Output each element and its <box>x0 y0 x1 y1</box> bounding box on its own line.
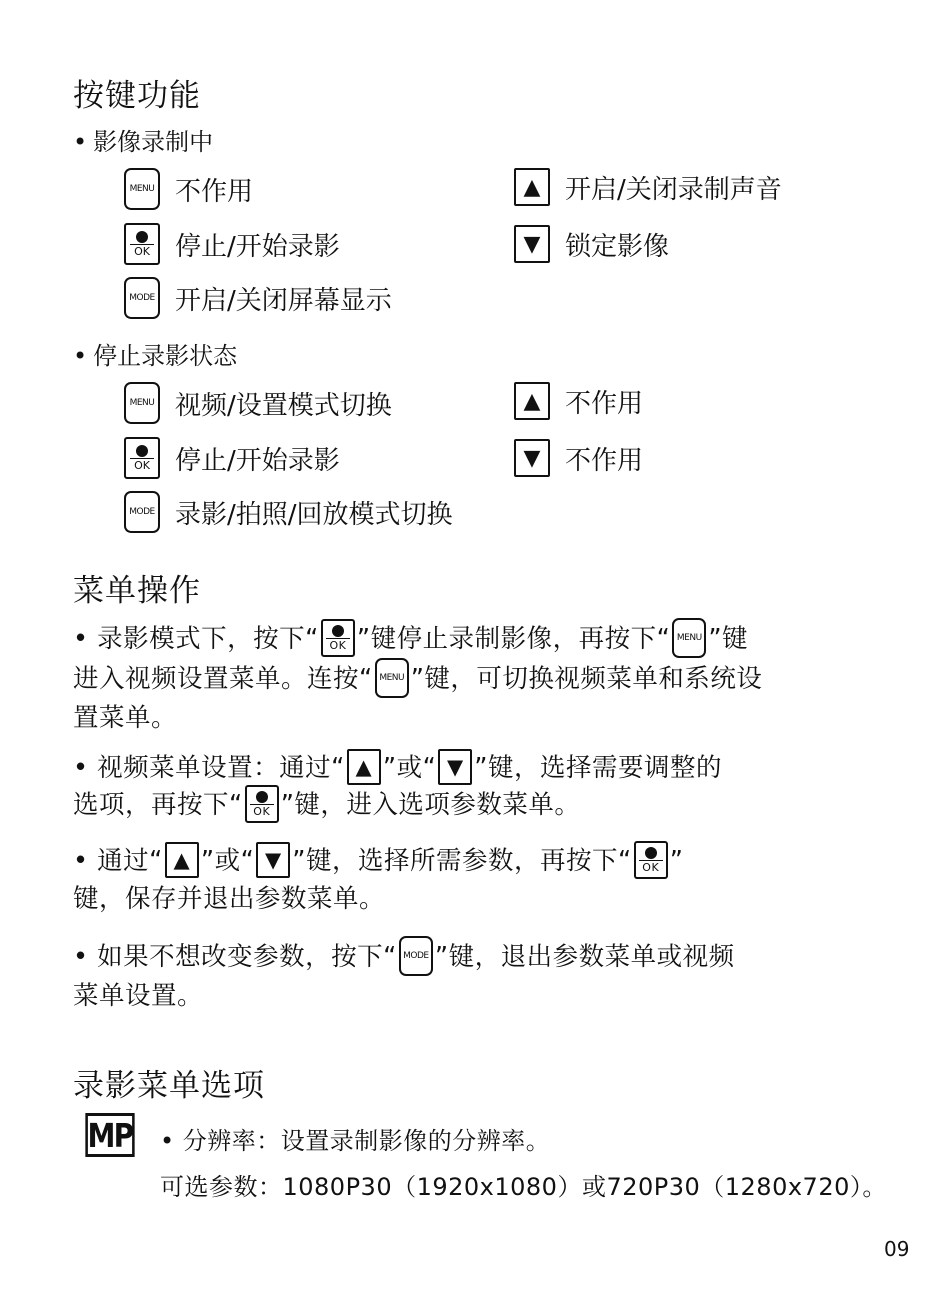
key-desc: 停止/开始录影 <box>175 445 340 476</box>
menu-op-paragraph-1 <box>73 620 762 736</box>
mode-key-icon: MODE <box>124 491 160 533</box>
para-line: • 如果不想改变参数，按下“ MODE ”键，退出参数菜单或视频 <box>73 938 735 978</box>
key-desc: 视频/设置模式切换 <box>175 390 392 421</box>
para-line: • 分辨率：设置录制影像的分辨率。 <box>160 1127 551 1155</box>
key-row-ok-recording <box>124 223 340 265</box>
mp-badge-icon: MP <box>85 1113 134 1157</box>
ok-key-icon: OK <box>321 619 355 657</box>
key-row-up-stopped <box>514 382 643 420</box>
para-line: 置菜单。 <box>73 703 178 733</box>
resolution-option <box>160 1118 887 1210</box>
menu-op-paragraph-4 <box>73 938 735 1014</box>
para-line: 键，保存并退出参数菜单。 <box>73 884 386 914</box>
up-arrow-key-icon: ▲ <box>514 382 550 420</box>
down-arrow-key-icon: ▼ <box>514 439 550 477</box>
down-arrow-key-icon: ▼ <box>256 842 290 878</box>
down-arrow-key-icon: ▼ <box>438 749 472 785</box>
menu-op-paragraph-3 <box>73 843 683 917</box>
menu-key-icon: MENU <box>124 382 160 424</box>
key-desc: 录影/拍照/回放模式切换 <box>175 499 453 530</box>
key-desc: 停止/开始录影 <box>175 231 340 262</box>
key-row-down-recording <box>514 225 669 263</box>
mode-key-icon: MODE <box>399 936 433 976</box>
key-desc: 开启/关闭录制声音 <box>565 174 782 205</box>
section-title-key-functions: 按键功能 <box>73 78 201 114</box>
ok-key-icon: OK <box>124 223 160 265</box>
bullet-recording: • 影像录制中 <box>73 122 213 157</box>
menu-key-icon: MENU <box>124 168 160 210</box>
up-arrow-key-icon: ▲ <box>165 842 199 878</box>
para-line: 可选参数：1080P30（1920x1080）或720P30（1280x720）。 <box>160 1173 887 1201</box>
key-row-ok-stopped <box>124 437 340 479</box>
para-line: 选项，再按下“ OK ”键，进入选项参数菜单。 <box>73 787 722 825</box>
menu-key-icon: MENU <box>672 618 706 658</box>
para-line: 进入视频设置菜单。连按“ MENU ”键，可切换视频菜单和系统设 <box>73 660 762 700</box>
down-arrow-key-icon: ▼ <box>514 225 550 263</box>
para-line: 菜单设置。 <box>73 981 204 1011</box>
key-desc: 不作用 <box>565 388 644 419</box>
up-arrow-key-icon: ▲ <box>347 749 381 785</box>
menu-key-icon: MENU <box>375 658 409 698</box>
key-desc: 不作用 <box>565 445 644 476</box>
bullet-stopped: • 停止录影状态 <box>73 336 237 371</box>
ok-key-icon: OK <box>124 437 160 479</box>
up-arrow-key-icon: ▲ <box>514 168 550 206</box>
section-title-record-menu-options: 录影菜单选项 <box>73 1068 265 1104</box>
ok-key-icon: OK <box>245 785 279 823</box>
key-desc: 不作用 <box>175 176 254 207</box>
key-row-menu-stopped <box>124 382 392 424</box>
mode-key-icon: MODE <box>124 277 160 319</box>
para-line: • 视频菜单设置：通过“ ▲ ”或“ ▼ ”键，选择需要调整的 <box>73 750 722 787</box>
menu-op-paragraph-2 <box>73 750 722 825</box>
ok-key-icon: OK <box>634 841 668 879</box>
key-row-mode-stopped <box>124 491 453 533</box>
key-row-mode-recording <box>124 277 392 319</box>
para-line: • 录影模式下，按下“ OK ”键停止录制影像，再按下“ MENU ”键 <box>73 620 762 660</box>
page-number: 09 <box>884 1237 910 1261</box>
key-desc: 锁定影像 <box>565 231 670 262</box>
para-line: • 通过“ ▲ ”或“ ▼ ”键，选择所需参数，再按下“ OK ” <box>73 843 683 881</box>
key-row-menu-recording <box>124 168 253 210</box>
key-row-down-stopped <box>514 439 643 477</box>
section-title-menu-operation: 菜单操作 <box>73 573 201 609</box>
key-row-up-recording <box>514 168 782 206</box>
key-desc: 开启/关闭屏幕显示 <box>175 285 392 316</box>
